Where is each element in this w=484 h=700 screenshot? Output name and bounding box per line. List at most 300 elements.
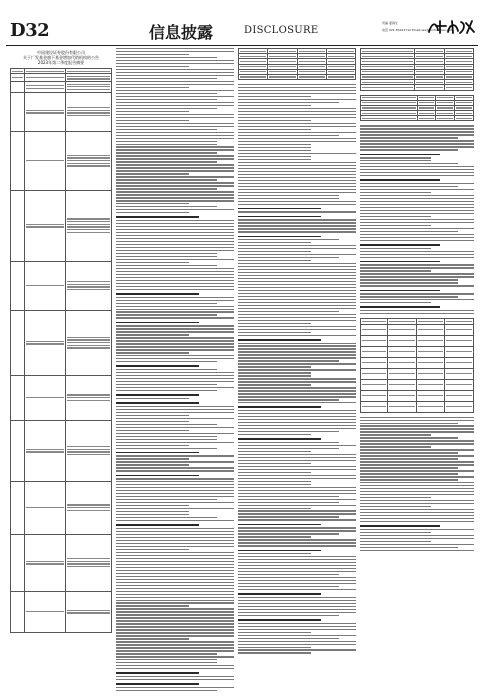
text-line (360, 248, 431, 249)
text-line (116, 63, 234, 64)
page-number: D32 (10, 20, 50, 41)
text-line (116, 179, 217, 180)
text-line (116, 384, 217, 385)
text-line (238, 174, 356, 175)
text-line (116, 520, 234, 521)
text-line (238, 189, 356, 190)
text-line (116, 629, 234, 630)
text-line (238, 335, 356, 336)
text-line (360, 503, 474, 504)
text-line (116, 117, 234, 118)
text-line (116, 293, 199, 295)
text-line (238, 574, 339, 575)
text-line (116, 268, 234, 269)
text-line (116, 265, 217, 266)
text-line (116, 78, 217, 79)
text-line (116, 543, 234, 544)
table-row (11, 481, 112, 534)
text-line (116, 352, 189, 353)
text-line (116, 84, 234, 85)
text-line (238, 201, 356, 202)
text-line (238, 583, 356, 584)
text-line (360, 270, 431, 271)
text-line (238, 381, 356, 382)
text-line (116, 161, 217, 162)
text-line (360, 183, 474, 184)
text-line (238, 126, 356, 127)
text-line (360, 279, 458, 280)
text-line (238, 568, 356, 569)
text-line (116, 475, 199, 477)
text-line (360, 302, 431, 303)
text-line (238, 248, 356, 249)
text-line (238, 284, 356, 285)
text-line (360, 192, 431, 193)
masthead-rule (6, 45, 478, 46)
text-line (116, 238, 234, 239)
text-line (238, 102, 339, 103)
text-line (238, 129, 311, 130)
text-line (116, 182, 234, 183)
text-line (360, 538, 474, 539)
text-line (360, 276, 474, 277)
text-line (116, 325, 234, 326)
text-line (360, 544, 474, 545)
text-line (360, 213, 474, 214)
text-line (238, 609, 356, 610)
text-line (360, 131, 474, 132)
table-row (361, 335, 474, 346)
text-line (238, 481, 311, 482)
text-line (238, 147, 311, 148)
text-line (360, 219, 474, 220)
text-line (116, 394, 199, 396)
text-line (116, 484, 234, 485)
text-line (238, 168, 356, 169)
text-line (238, 553, 311, 554)
text-line (238, 527, 356, 528)
text-line (360, 140, 474, 141)
text-line (238, 345, 356, 346)
text-line (116, 297, 234, 298)
text-column-4 (360, 48, 474, 693)
text-line (238, 228, 356, 229)
text-line (116, 505, 189, 506)
text-line (116, 247, 234, 248)
text-line (116, 328, 234, 329)
company-name: 中国建设证券股份有限公司 (37, 50, 85, 55)
text-line (238, 260, 311, 261)
text-line (360, 149, 458, 150)
text-line (238, 320, 356, 321)
text-line (238, 425, 356, 426)
text-line (360, 443, 474, 444)
text-line (116, 499, 217, 500)
text-line (116, 493, 234, 494)
text-line (360, 273, 474, 274)
text-line (116, 173, 189, 174)
text-line (238, 550, 321, 552)
table-row (11, 591, 112, 632)
text-line (238, 384, 311, 385)
text-line (238, 351, 356, 352)
text-line (360, 425, 474, 426)
text-line (116, 424, 217, 425)
text-line (238, 593, 321, 595)
text-line (238, 299, 356, 300)
text-line (116, 418, 234, 419)
text-line (116, 158, 234, 159)
text-line (238, 406, 321, 408)
text-line (238, 496, 339, 497)
fund-table (10, 68, 112, 633)
text-line (238, 632, 311, 633)
text-line (360, 479, 458, 480)
text-line (238, 369, 356, 370)
text-line (238, 390, 356, 391)
text-line (238, 519, 356, 520)
text-line (116, 467, 234, 468)
text-line (238, 478, 356, 479)
table-row (11, 420, 112, 481)
text-line (116, 303, 217, 304)
text-line (238, 272, 356, 273)
text-line (116, 390, 217, 391)
text-line (116, 534, 234, 535)
table-row (11, 310, 112, 375)
text-line (238, 165, 356, 166)
text-line (360, 464, 474, 465)
text-line (238, 445, 356, 446)
text-line (238, 638, 339, 639)
text-line (116, 421, 189, 422)
table-row (239, 74, 356, 79)
text-line (238, 457, 356, 458)
text-line (116, 537, 234, 538)
text-line (116, 322, 199, 324)
announcement-headline: 关于广发基金旗下基金增加代销机构的公告 (23, 55, 99, 60)
text-line (360, 293, 474, 294)
text-line (360, 494, 474, 495)
text-line (116, 549, 189, 550)
text-line (116, 250, 234, 251)
text-line (238, 354, 356, 355)
text-line (116, 280, 234, 281)
text-line (238, 571, 356, 572)
text-line (116, 90, 234, 91)
text-line (238, 490, 356, 491)
text-line (238, 516, 339, 517)
text-line (238, 600, 356, 601)
text-line (116, 605, 189, 606)
text-line (238, 93, 356, 94)
text-line (116, 185, 234, 186)
text-line (116, 129, 217, 130)
text-line (360, 497, 431, 498)
text-line (116, 644, 234, 645)
text-line (238, 290, 356, 291)
text-line (360, 261, 440, 263)
text-line (238, 619, 321, 621)
text-line (238, 466, 356, 467)
text-line (116, 641, 234, 642)
text-line (238, 431, 339, 432)
text-line (360, 434, 431, 435)
text-line (116, 271, 234, 272)
text-line (238, 108, 356, 109)
text-line (116, 650, 234, 651)
text-line (238, 562, 356, 563)
table-row (361, 85, 474, 90)
newspaper-logo (426, 18, 478, 36)
section-title: 信息披露 (149, 23, 214, 42)
text-column-3 (238, 48, 356, 693)
text-line (116, 372, 234, 373)
text-line (116, 349, 234, 350)
text-line (238, 314, 356, 315)
text-line (116, 514, 189, 515)
text-line (116, 259, 234, 260)
text-line (116, 481, 234, 482)
text-line (360, 296, 458, 297)
text-line (360, 267, 474, 268)
text-line (238, 216, 321, 218)
text-line (238, 171, 356, 172)
text-line (238, 275, 356, 276)
text-line (238, 647, 311, 648)
text-line (116, 197, 234, 198)
text-line (116, 676, 234, 677)
text-line (238, 372, 311, 373)
text-line (360, 313, 474, 314)
text-line (116, 216, 199, 218)
text-line (360, 547, 458, 548)
text-line (116, 188, 217, 189)
text-line (238, 502, 339, 503)
table-row (361, 401, 474, 412)
text-line (360, 431, 474, 432)
text-line (116, 220, 234, 221)
text-line (360, 210, 474, 211)
text-line (360, 222, 474, 223)
text-line (116, 608, 234, 609)
table-row (361, 379, 474, 390)
text-line (238, 556, 356, 557)
text-line (238, 649, 356, 650)
text-line (116, 442, 234, 443)
text-line (238, 539, 356, 540)
text-line (116, 309, 234, 310)
text-line (116, 164, 234, 165)
text-line (238, 428, 356, 429)
text-line (116, 458, 189, 459)
text-line (116, 60, 234, 61)
text-line (238, 183, 356, 184)
text-line (360, 201, 474, 202)
text-line (238, 505, 356, 506)
text-line (238, 460, 356, 461)
text-line (238, 296, 356, 297)
text-line (116, 235, 234, 236)
text-line (116, 286, 234, 287)
text-line (238, 366, 311, 367)
text-line (238, 402, 356, 403)
text-line (116, 555, 234, 556)
text-line (238, 623, 356, 624)
text-line (238, 357, 356, 358)
text-line (116, 588, 234, 589)
text-line (238, 513, 356, 514)
table-row (11, 375, 112, 420)
text-line (238, 641, 356, 642)
text-line (238, 156, 311, 157)
text-line (116, 232, 234, 233)
text-line (360, 234, 474, 235)
text-line (360, 175, 474, 176)
text-line (116, 72, 234, 73)
text-line (238, 463, 311, 464)
text-line (238, 499, 356, 500)
text-line (116, 632, 234, 633)
text-line (116, 346, 234, 347)
text-line (238, 162, 356, 163)
table-row (11, 534, 112, 591)
text-line (238, 580, 356, 581)
text-line (238, 159, 311, 160)
text-line (238, 603, 356, 604)
text-line (116, 647, 234, 648)
text-line (360, 154, 440, 156)
text-line (360, 423, 458, 424)
text-line (360, 169, 474, 170)
text-line (238, 396, 356, 397)
text-line (360, 282, 458, 283)
text-line (238, 242, 311, 243)
text-line (238, 87, 356, 88)
text-line (116, 623, 234, 624)
table-row (11, 92, 112, 131)
text-line (238, 120, 311, 121)
text-line (116, 170, 234, 171)
text-line (360, 157, 431, 158)
text-line (238, 281, 356, 282)
text-line (116, 229, 234, 230)
text-line (360, 500, 474, 501)
text-line (116, 102, 234, 103)
text-line (116, 120, 189, 121)
text-line (238, 393, 356, 394)
text-line (116, 552, 234, 553)
text-line (116, 409, 234, 410)
text-line (116, 334, 189, 335)
text-line (360, 146, 474, 147)
text-line (116, 635, 234, 636)
text-line (116, 96, 234, 97)
text-line (116, 455, 234, 456)
text-line (116, 141, 217, 142)
text-line (360, 310, 474, 311)
text-line (360, 237, 474, 238)
text-line (116, 531, 234, 532)
text-line (116, 144, 217, 145)
text-line (116, 511, 189, 512)
text-line (116, 490, 234, 491)
text-line (360, 458, 458, 459)
text-line (116, 253, 217, 254)
text-line (116, 597, 234, 598)
text-line (238, 84, 356, 85)
text-line (238, 419, 356, 420)
text-line (116, 517, 217, 518)
text-line (116, 126, 234, 127)
text-line (238, 323, 311, 324)
text-line (360, 204, 474, 205)
text-line (238, 287, 356, 288)
text-line (360, 449, 474, 450)
text-line (360, 461, 474, 462)
text-line (238, 153, 356, 154)
text-line (238, 198, 339, 199)
text-line (116, 528, 234, 529)
text-line (360, 228, 474, 229)
text-line (360, 179, 440, 181)
text-line (238, 438, 321, 440)
text-line (360, 455, 474, 456)
text-line (238, 524, 321, 526)
text-line (116, 114, 234, 115)
text-line (116, 638, 189, 639)
text-line (238, 422, 356, 423)
text-line (238, 329, 356, 330)
text-line (116, 105, 234, 106)
text-line (238, 195, 339, 196)
text-line (238, 225, 356, 226)
text-line (238, 150, 311, 151)
text-line (116, 561, 234, 562)
text-line (116, 135, 234, 136)
text-line (238, 278, 356, 279)
text-line (360, 521, 474, 522)
text-line (116, 558, 234, 559)
lower-right-table (360, 318, 474, 412)
text-line (238, 360, 339, 361)
text-line (116, 375, 234, 376)
text-line (238, 339, 321, 341)
text-line (238, 475, 356, 476)
left-table-column (10, 48, 112, 693)
holdings-table (238, 48, 356, 80)
text-line (116, 620, 234, 621)
text-line (360, 254, 474, 255)
text-line (238, 652, 311, 653)
text-line (360, 488, 474, 489)
text-line (238, 117, 356, 118)
text-line (360, 231, 458, 232)
text-line (116, 262, 189, 263)
text-line (116, 427, 234, 428)
text-line (360, 485, 474, 486)
text-line (238, 442, 339, 443)
text-line (238, 105, 311, 106)
contact-line: 电话 021-83221712 Email:ssx@xinhuaxian.com (382, 28, 454, 32)
text-line (360, 195, 474, 196)
text-line (116, 690, 217, 691)
text-line (116, 283, 234, 284)
text-line (116, 155, 234, 156)
text-line (116, 314, 217, 315)
text-line (116, 672, 199, 674)
text-line (116, 387, 234, 388)
